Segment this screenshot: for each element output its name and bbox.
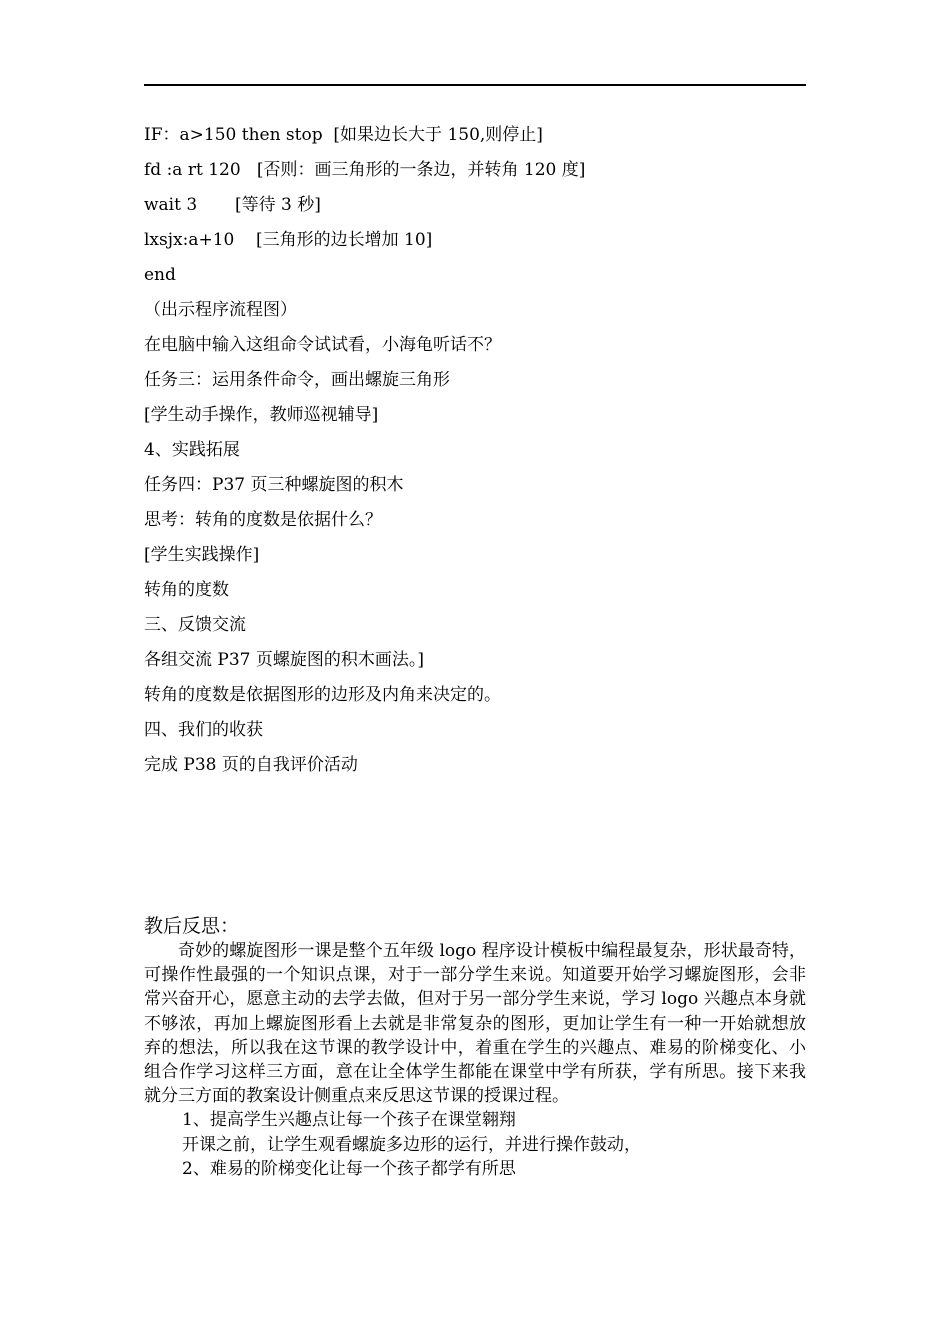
code-line-if: IF：a>150 then stop [如果边长大于 150,则停止] bbox=[144, 125, 543, 145]
text-line: 在电脑中输入这组命令试试看，小海龟听话不？ bbox=[144, 335, 501, 355]
reflection-point-2: 2、难易的阶梯变化让每一个孩子都学有所思 bbox=[182, 1159, 516, 1180]
reflection-point-1-text: 开课之前，让学生观看螺旋多边形的运行，并进行操作鼓动， bbox=[182, 1134, 641, 1155]
code-line-wait: wait 3 [等待 3 秒] bbox=[144, 195, 321, 215]
section-heading: 三、反馈交流 bbox=[144, 615, 246, 635]
code-line-fd: fd :a rt 120 [否则：画三角形的一条边，并转角 120 度] bbox=[144, 160, 586, 180]
text-line: [学生实践操作] bbox=[144, 545, 260, 565]
task-three: 任务三：运用条件命令，画出螺旋三角形 bbox=[144, 370, 450, 390]
text-line: [学生动手操作，教师巡视辅导] bbox=[144, 405, 379, 425]
text-line: 转角的度数是依据图形的边形及内角来决定的。 bbox=[144, 685, 501, 705]
text-line: 各组交流 P37 页螺旋图的积木画法。] bbox=[144, 650, 425, 670]
text-line: 完成 P38 页的自我评价活动 bbox=[144, 755, 358, 775]
reflection-point-1: 1、提高学生兴趣点让每一个孩子在课堂翱翔 bbox=[182, 1110, 516, 1131]
code-line-end: end bbox=[144, 265, 176, 285]
header-rule bbox=[144, 84, 806, 86]
section-heading: 4、实践拓展 bbox=[144, 440, 240, 460]
code-line-lxsjx: lxsjx:a+10 [三角形的边长增加 10] bbox=[144, 230, 433, 250]
reflection-section bbox=[144, 913, 806, 1182]
text-line: 转角的度数 bbox=[144, 580, 229, 600]
task-four: 任务四：P37 页三种螺旋图的积木 bbox=[144, 475, 404, 495]
lesson-steps bbox=[144, 124, 806, 789]
text-line: 思考：转角的度数是依据什么？ bbox=[144, 510, 382, 530]
reflection-title: 教后反思： bbox=[144, 915, 240, 937]
reflection-paragraph: 奇妙的螺旋图形一课是整个五年级 logo 程序设计模板中编程最复杂，形状最奇特，可操作性最强的一个知识点课，对于一部分学生来说。知道要开始学习螺旋图形，会非常兴奋开心，愿意主动的去学去做，但对于另一部分学生来说，学习 logo 兴趣点本身就不够浓，再加上螺旋图形看上去就是非常复杂的图形，更加让学生有一种一开始就想放弃的想法，所以我在这节课的教学设计中，着重在学生的兴趣点、难易的阶梯变化、小组合作学习这样三方面，意在让全体学生都能在课堂中学有所获，学有所思。接下来我就分三方面的教案设计侧重点来反思这节课的授课过程。 bbox=[144, 941, 806, 1107]
section-heading: 四、我们的收获 bbox=[144, 720, 263, 740]
text-line: （出示程序流程图） bbox=[144, 300, 297, 320]
